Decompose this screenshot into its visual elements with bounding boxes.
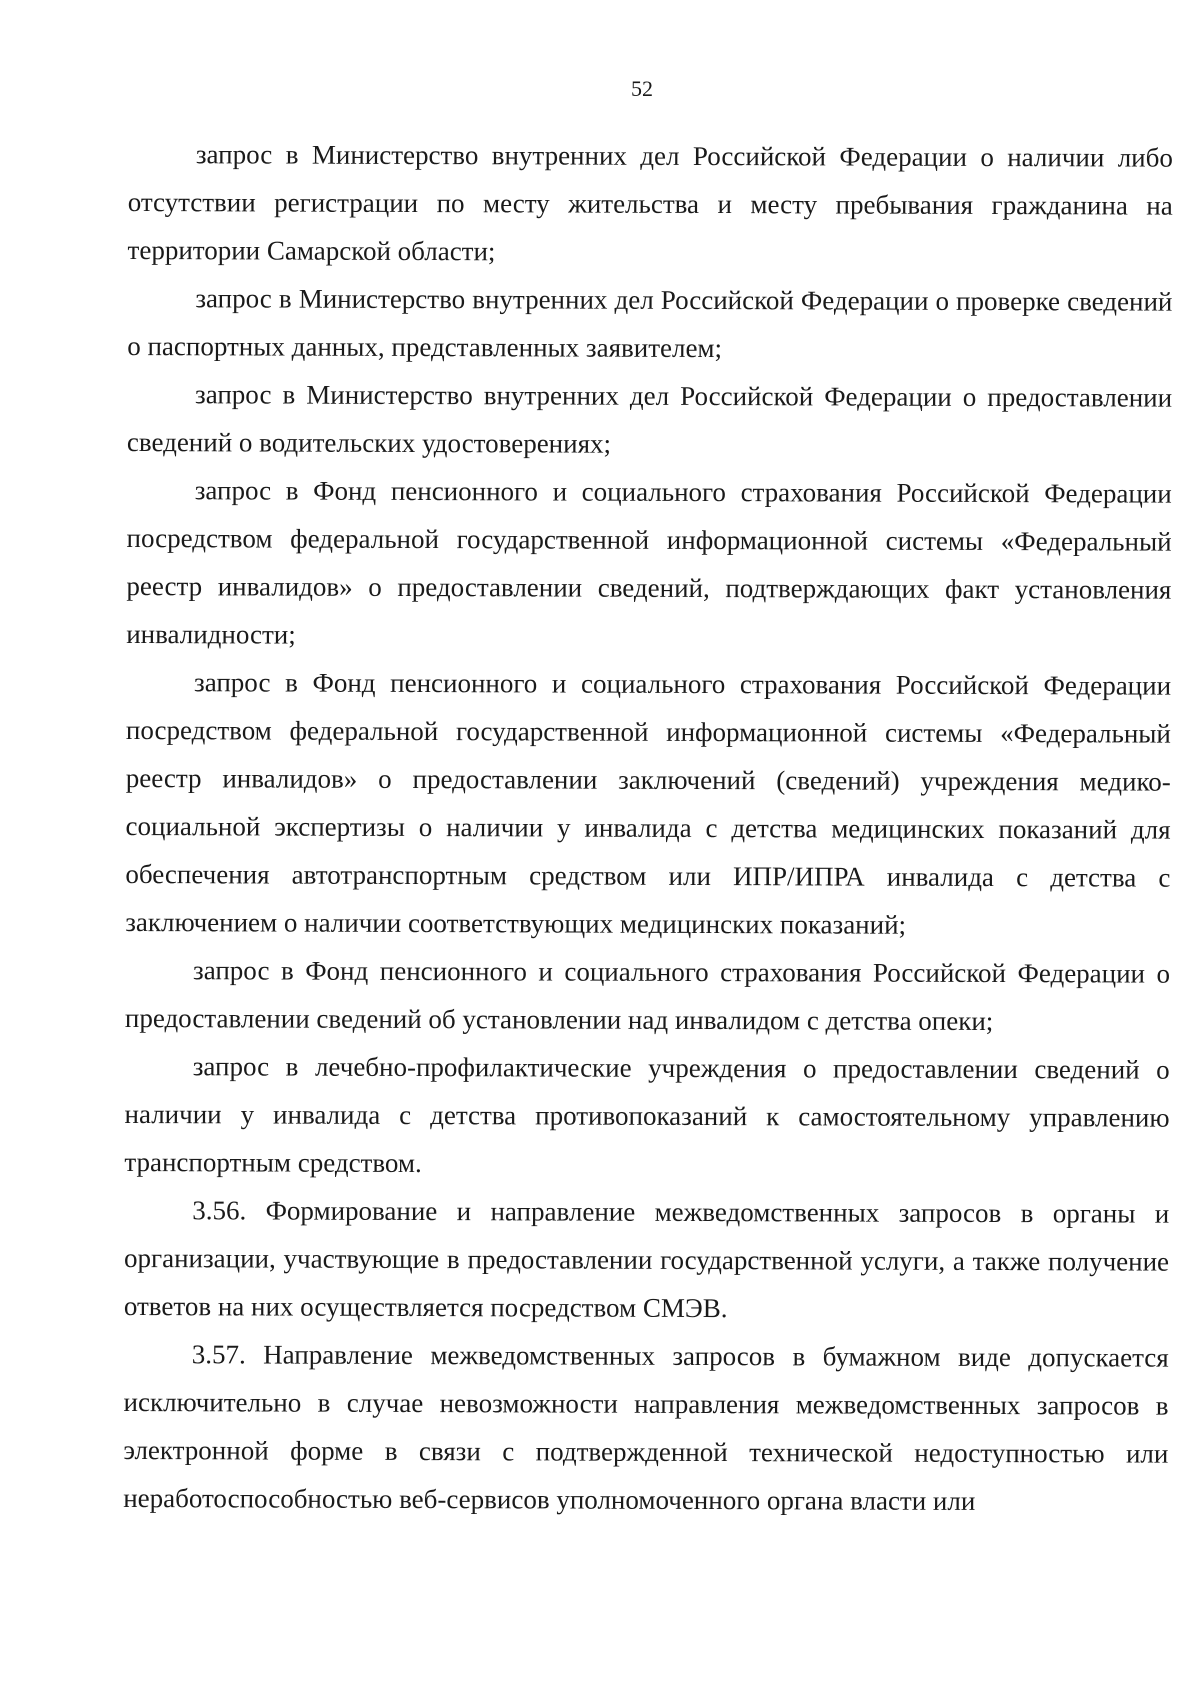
paragraph-sfr-guardianship: запрос в Фонд пенсионного и социального страхования Российской Федерации о предоставлении сведений об установлении над инвалидом с детства опеки;	[124, 955, 1171, 1037]
document-body	[123, 130, 1173, 1526]
paragraph-mvd-passport: запрос в Министерство внутренних дел Российской Федерации о проверке сведений о паспортных данных, представленных заявителем;	[127, 283, 1173, 364]
paragraph-3-56: 3.56. Формирование и направление межведомственных запросов в органы и организации, участвующие в предоставлении государственной услуги, а также получение ответов на них осуществляется посредством СМЭВ.	[123, 1195, 1170, 1324]
paragraph-sfr-medical-conclusions: запрос в Фонд пенсионного и социального страхования Российской Федерации посредством федеральной государственной информационной системы «Федеральный реестр инвалидов» о предоставлении заключений (сведений) учреждения медико-социальной экспертизы о наличии у инвалида с детства медицинских показаний для обеспечения автотранспортным средством или ИПР/ИПРА инвалида с детства с заключением о наличии соответствующих медицинских показаний;	[125, 667, 1172, 940]
paragraph-mvd-registration: запрос в Министерство внутренних дел Российской Федерации о наличии либо отсутствии регистрации по месту жительства и месту пребывания гражданина на территории Самарской области;	[127, 139, 1173, 267]
paragraph-3-57: 3.57. Направление межведомственных запросов в бумажном виде допускается исключительно в случае невозможности направления межведомственных запросов в электронной форме в связи с подтвержденной технической недоступностью или неработоспособностью веб-сервисов уполномоченного органа власти или	[123, 1339, 1169, 1516]
paragraph-mvd-driver-license: запрос в Министерство внутренних дел Российской Федерации о предоставлении сведений о водительских удостоверениях;	[126, 379, 1173, 459]
paragraph-medical-contraindications: запрос в лечебно-профилактические учреждения о предоставлении сведений о наличии у инвалида с детства противопоказаний к самостоятельному управлению транспортным средством.	[124, 1051, 1170, 1179]
page-number: 52	[631, 76, 653, 101]
paragraph-sfr-disability-fact: запрос в Фонд пенсионного и социального страхования Российской Федерации посредством федеральной государственной информационной системы «Федеральный реестр инвалидов» о предоставлении сведений, подтверждающих факт установления инвалидности;	[126, 475, 1172, 650]
